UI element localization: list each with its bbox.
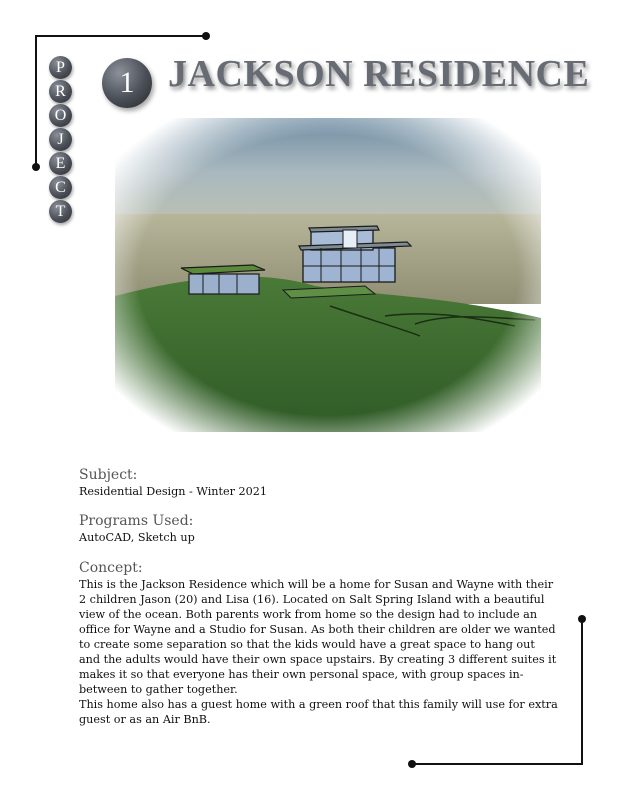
project-number-badge: 1 [102,58,152,108]
project-vertical-label [49,56,81,224]
subject-heading: Subject: [79,467,138,483]
subject-section [79,467,559,499]
top-bracket-start-dot [32,163,40,171]
subject-text: Residential Design - Winter 2021 [79,485,267,498]
project-letter: C [49,176,72,199]
project-letter: J [49,128,72,151]
residence-render-image [115,118,541,432]
project-letter: O [49,104,72,127]
project-letter: P [49,56,72,79]
page-title: JACKSON RESIDENCE [168,53,590,95]
concept-section [79,560,559,727]
project-letter: T [49,200,72,223]
concept-paragraph-1: This is the Jackson Residence which will be a home for Susan and Wayne with their 2 children Jason (20) and Lisa (16). Located on Salt Spring Island with a beautiful view of the ocean. Both parents work from home so the design had to include an office for Wayne and a Studio for Susan. As both their children are older we wanted to create some separation so that the kids would have a great space to hang out and the adults would have their own space upstairs. By creating 3 different suites it makes it so that everyone has their own personal space, with group spaces in-between to gather together. [79,578,557,696]
programs-section [79,513,559,545]
project-letter: R [49,80,72,103]
bottom-bracket-left-dot [408,760,416,768]
guest-house [181,265,265,294]
concept-heading: Concept: [79,560,143,576]
concept-paragraph-2: This home also has a guest home with a green roof that this family will use for extra guest or as an Air BnB. [79,698,558,726]
top-bracket-vertical [35,35,37,167]
top-bracket-end-dot [202,32,210,40]
top-bracket-horizontal [35,35,206,37]
bottom-bracket-horizontal [412,763,583,765]
project-letter: E [49,152,72,175]
bottom-bracket-vertical [581,620,583,765]
programs-heading: Programs Used: [79,513,194,529]
programs-text: AutoCAD, Sketch up [79,531,195,544]
bottom-bracket-top-dot [578,615,586,623]
render-sky [115,118,541,216]
